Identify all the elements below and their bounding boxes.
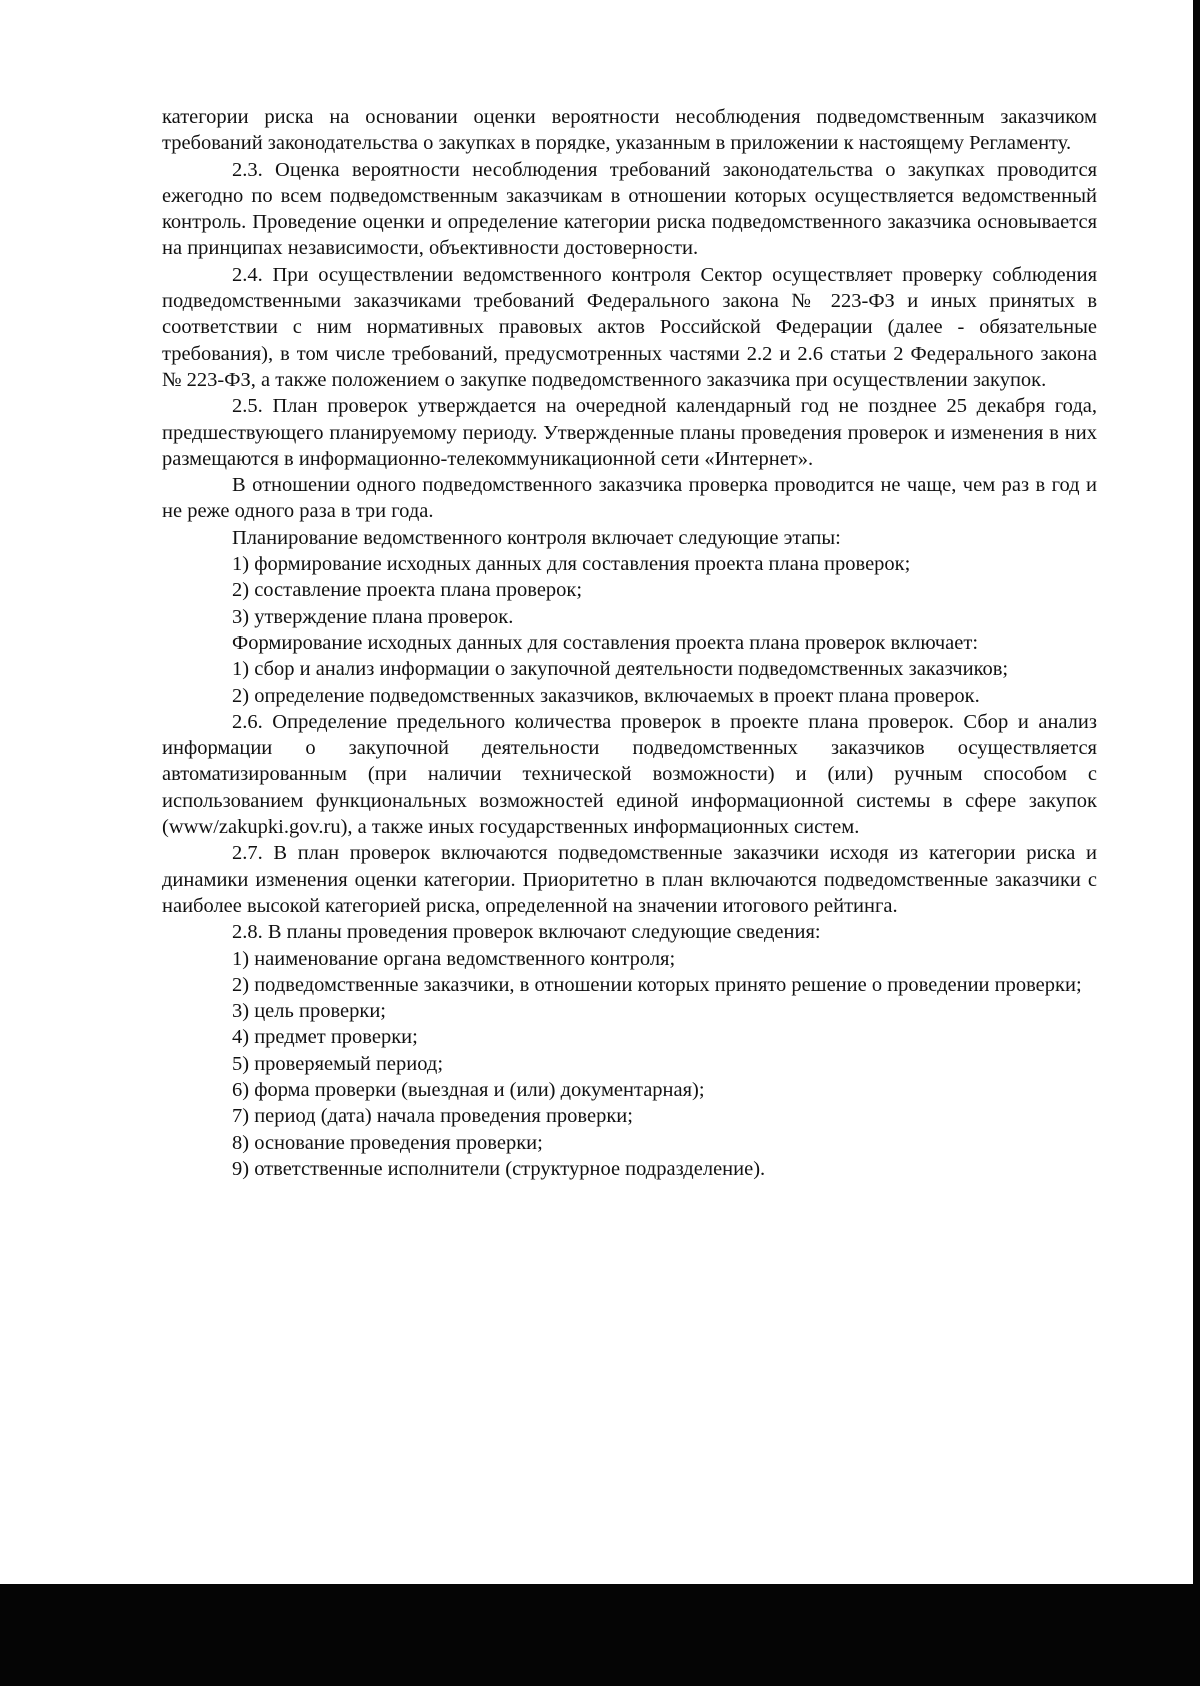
list-item-plan-info-7: 7) период (дата) начала проведения проверки; — [232, 1105, 633, 1128]
scan-bottom-band — [0, 1584, 1200, 1686]
list-item-plan-info-1: 1) наименование органа ведомственного контроля; — [232, 947, 676, 970]
list-item-stage-3: 3) утверждение плана проверок. — [232, 605, 514, 628]
list-item-plan-info-6: 6) форма проверки (выездная и (или) документарная); — [232, 1078, 705, 1101]
paragraph-2-7: 2.7. В план проверок включаются подведомственные заказчики исходя из категории риска и динамики изменения оценки категории. Приоритетно в план включаются подведомственные заказчики с наиболее высокой категорией риска, определенной на значении итогового рейтинга. — [162, 842, 1097, 917]
paragraph-initial-data-intro: Формирование исходных данных для составления проекта плана проверок включает: — [232, 631, 979, 654]
list-item-plan-info-9: 9) ответственные исполнители (структурное подразделение). — [232, 1157, 766, 1180]
paragraph-risk-category-cont: категории риска на основании оценки вероятности несоблюдения подведомственным заказчиком требований законодательства о закупках в порядке, указанным в приложении к настоящему Регламенту. — [162, 106, 1097, 155]
paragraph-check-frequency: В отношении одного подведомственного заказчика проверка проводится не чаще, чем раз в год и не реже одного раза в три года. — [162, 474, 1097, 523]
list-item-plan-info-5: 5) проверяемый период; — [232, 1052, 444, 1075]
paragraph-planning-stages-intro: Планирование ведомственного контроля включает следующие этапы: — [232, 526, 841, 549]
list-item-plan-info-3: 3) цель проверки; — [232, 1000, 386, 1023]
list-item-initial-data-2: 2) определение подведомственных заказчиков, включаемых в проект плана проверок. — [232, 684, 980, 707]
document-body — [162, 104, 1097, 1182]
paragraph-2-6: 2.6. Определение предельного количества проверок в проекте плана проверок. Сбор и анализ информации о закупочной деятельности подведомственных заказчиков осуществляется автоматизированным (при наличии технической возможности) и (или) ручным способом с использованием функциональных возможностей единой информационной системы в сфере закупок (www/zakupki.gov.ru), а также иных государственных информационных систем. — [162, 710, 1097, 839]
paragraph-2-5: 2.5. План проверок утверждается на очередной календарный год не позднее 25 декабря года, предшествующего планируемому периоду. Утвержденные планы проведения проверок и изменения в них размещаются в информационно-телекоммуникационной сети «Интернет». — [162, 395, 1097, 470]
list-item-initial-data-1: 1) сбор и анализ информации о закупочной деятельности подведомственных заказчиков; — [232, 658, 1009, 681]
list-item-stage-1: 1) формирование исходных данных для составления проекта плана проверок; — [232, 553, 911, 576]
list-item-plan-info-2: 2) подведомственные заказчики, в отношении которых принято решение о проведении проверки; — [232, 973, 1082, 996]
scan-right-edge — [1193, 0, 1200, 1686]
paragraph-2-8: 2.8. В планы проведения проверок включают следующие сведения: — [232, 921, 821, 944]
paragraph-2-3: 2.3. Оценка вероятности несоблюдения требований законодательства о закупках проводится ежегодно по всем подведомственным заказчикам в отношении которых осуществляется ведомственный контроль. Проведение оценки и определение категории риска подведомственного заказчика основывается на принципах независимости, объективности достоверности. — [162, 158, 1097, 260]
list-item-plan-info-4: 4) предмет проверки; — [232, 1026, 418, 1049]
list-item-stage-2: 2) составление проекта плана проверок; — [232, 579, 583, 602]
list-item-plan-info-8: 8) основание проведения проверки; — [232, 1131, 543, 1154]
paragraph-2-4: 2.4. При осуществлении ведомственного контроля Сектор осуществляет проверку соблюдения подведомственными заказчиками требований Федерального закона № 223-ФЗ и иных принятых в соответствии с ним нормативных правовых актов Российской Федерации (далее - обязательные требования), в том числе требований, предусмотренных частями 2.2 и 2.6 статьи 2 Федерального закона № 223-ФЗ, а также положением о закупке подведомственного заказчика при осуществлении закупок. — [162, 263, 1097, 391]
